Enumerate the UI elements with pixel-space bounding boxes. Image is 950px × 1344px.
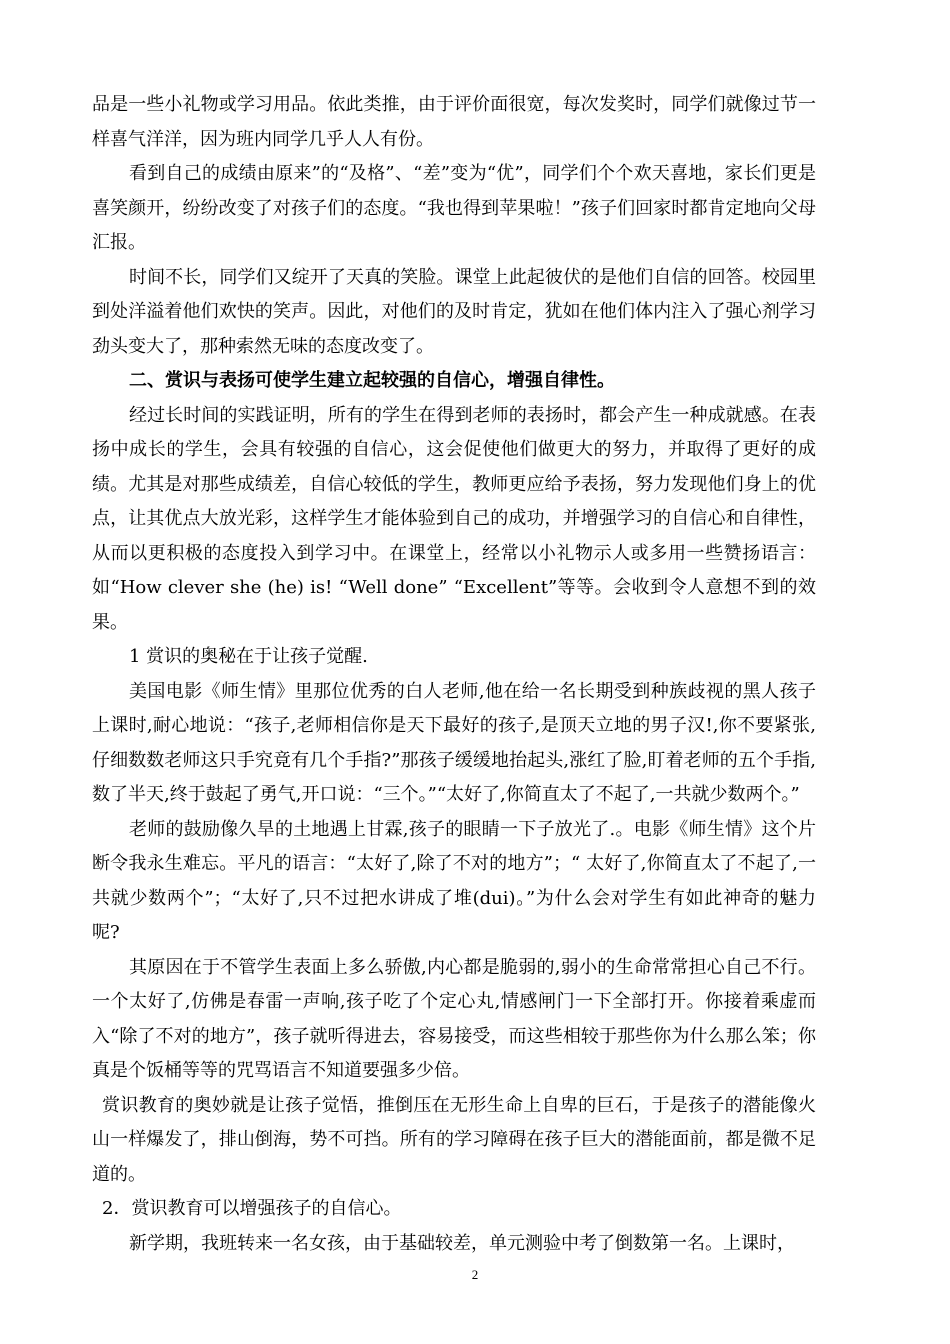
subheading-1: 1 赏识的奥秘在于让孩子觉醒. bbox=[129, 646, 368, 667]
page-number: 2 bbox=[471, 1267, 479, 1282]
paragraph-new-student: 新学期，我班转来一名女孩，由于基础较差，单元测验中考了倒数第一名。上课时， bbox=[129, 1232, 795, 1254]
paragraph-grades-change: 看到自己的成绩由原来”的“及格”、“差”变为“优”，同学们个个欢天喜地，家长们更是喜笑颜开，纷纷改变了对孩子们的态度。“我也得到苹果啦！”孩子们回家时都肯定地向父母汇报。 bbox=[92, 163, 816, 253]
paragraph-encouragement: 老师的鼓励像久旱的土地遇上甘霖,孩子的眼睛一下子放光了.。电影《师生情》这个片断令我永生难忘。平凡的语言：“太好了,除了不对的地方”；“ 太好了,你简直太了不起了,一共就少数两个”；“太好了,只不过把水讲成了堆(dui)。”为什么会对学生有如此神奇的魅力呢? bbox=[92, 818, 816, 943]
paragraph-praise-practice: 经过长时间的实践证明，所有的学生在得到老师的表扬时，都会产生一种成就感。在表扬中成长的学生，会具有较强的自信心，这会促使他们做更大的努力，并取得了更好的成绩。尤其是对那些成绩差，自信心较低的学生，教师更应给予表扬，努力发现他们身上的优点，让其优点大放光彩，这样学生才能体验到自己的成功，并增强学习的自信心和自律性，从而以更积极的态度投入到学习中。在课堂上，经常以小礼物示人或多用一些赞扬语言：如“How clever she (he) is! “Well done” “Excellent”等等。会收到令人意想不到的效果。 bbox=[92, 404, 816, 633]
document-body bbox=[92, 88, 816, 1261]
subheading-2: 2．赏识教育可以增强孩子的自信心。 bbox=[102, 1198, 402, 1219]
section-heading-2: 二、赏识与表扬可使学生建立起较强的自信心，增强自律性。 bbox=[129, 370, 615, 391]
paragraph-film-story: 美国电影《师生情》里那位优秀的白人老师,他在给一名长期受到种族歧视的黑人孩子上课时,耐心地说：“孩子,老师相信你是天下最好的孩子,是顶天立地的男子汉!,你不要紧张,仔细数数老师这只手究竟有几个手指?”那孩子缓缓地抬起头,涨红了脸,盯着老师的五个手指,数了半天,终于鼓起了勇气,开口说：“三个。”“太好了,你简直太了不起了,一共就少数两个。” bbox=[92, 680, 816, 805]
paragraph-smiles: 时间不长，同学们又绽开了天真的笑脸。课堂上此起彼伏的是他们自信的回答。校园里到处洋溢着他们欢快的笑声。因此，对他们的及时肯定，犹如在他们体内注入了强心剂学习劲头变大了，那种索然无味的态度改变了。 bbox=[92, 266, 816, 357]
paragraph-secret: 赏识教育的奥妙就是让孩子觉悟，推倒压在无形生命上自卑的巨石，于是孩子的潜能像火山一样爆发了，排山倒海，势不可挡。所有的学习障碍在孩子巨大的潜能面前，都是微不足道的。 bbox=[92, 1094, 816, 1185]
paragraph-reason: 其原因在于不管学生表面上多么骄傲,内心都是脆弱的,弱小的生命常常担心自己不行。一个太好了,仿佛是春雷一声响,孩子吃了个定心丸,情感闸门一下全部打开。你接着乘虚而入“除了不对的地方”，孩子就听得进去，容易接受，而这些相较于那些你为什么那么笨；你真是个饭桶等等的咒骂语言不知道要强多少倍。 bbox=[92, 956, 816, 1081]
paragraph-continuation: 品是一些小礼物或学习用品。依此类推，由于评价面很宽，每次发奖时，同学们就像过节一样喜气洋洋，因为班内同学几乎人人有份。 bbox=[92, 94, 816, 150]
